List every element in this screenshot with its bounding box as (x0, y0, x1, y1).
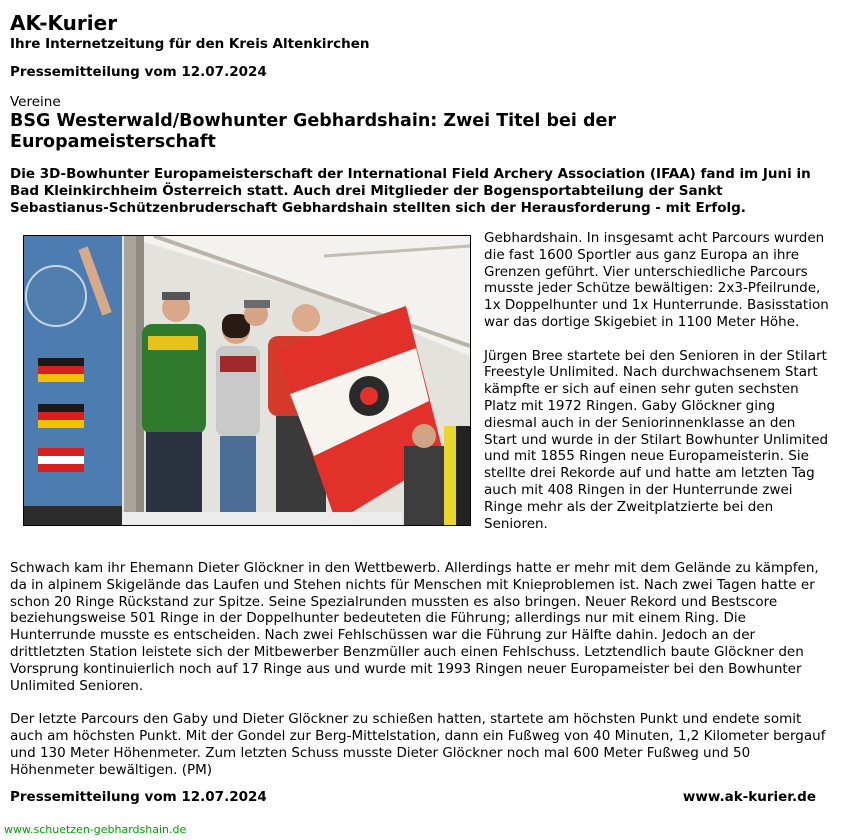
paragraph: Gebhardshain. In insgesamt acht Parcours wurden die fast 1600 Sportler aus ganz Europa an ihre Grenzen geführt. Vier unterschiedliche Parcours musste jeder Schütze bewältigen: 2x3-Pfeilrunde, 1x Doppelhunter und 1x Hunterrunde. Basisstation war das dortige Skigebiet in 1100 Meter Höhe. (484, 230, 829, 330)
paragraph: Der letzte Parcours den Gaby und Dieter Glöckner zu schießen hatten, startete am höchsten Punkt und endete somit auch am höchsten Punkt. Mit der Gondel zur Berg-Mittelstation, dann ein Fußweg von 40 Minuten, 1,2 Kilometer bergauf und 130 Meter Höhenmeter. Zum letzten Schuss musste Dieter Glöckner noch mal 600 Meter Fußweg und 50 Höhenmeter bewältigen. (PM) (10, 711, 826, 778)
article-body (10, 560, 830, 795)
article-photo (23, 235, 471, 526)
article-category: Vereine (10, 94, 61, 110)
article-headline: BSG Westerwald/Bowhunter Gebhardshain: Zwei Titel bei der Europameisterschaft (10, 111, 616, 152)
footer-press-release-date: Pressemitteilung vom 12.07.2024 (10, 789, 267, 805)
archers-with-flag-photo (24, 236, 470, 525)
article-side-text (484, 230, 830, 549)
paragraph: Jürgen Bree startete bei den Senioren in der Stilart Freestyle Unlimited. Nach durchwachsenem Start kämpfte er sich auf einen sehr guten sechsten Platz mit 1972 Ringen. Gaby Glöckner ging diesmal auch in der Seniorinnenklasse an den Start und wurde in der Stilart Bowhunter Unlimited und mit 1855 Ringen neue Europameisterin. Sie stellte drei Rekorde auf und hatte am letzten Tag auch mit 408 Ringen in der Hunterrunde zwei Ringe mehr als der Zweitplatzierte bei den Senioren. (484, 347, 829, 532)
paragraph: Schwach kam ihr Ehemann Dieter Glöckner in den Wettbewerb. Allerdings hatte er mehr mit dem Gelände zu kämpfen, da in alpinem Skigelände das Laufen und Stehen nichts für Menschen mit Knieproblemen ist. Nach zwei Tagen hatte er schon 20 Ringe Rückstand zur Spitze. Seine Spezialrunden mussten es also bringen. Neuer Rekord und Bestscore beziehungsweise 501 Ringe in der Doppelhunter bedeuteten die Führung; allerdings nur mit einem Ring. Die Hunterrunde musste es entscheiden. Nach zwei Fehlschüssen war die Führung zur Hälfte dahin. Jedoch an der drittletzten Station leistete sich der Mitbewerber Benzmüller auch einen Fehlschuss. Letztendlich baute Glöckner den Vorsprung kontinuierlich noch auf 17 Ringe aus und wurde mit 1993 Ringen neuer Europameister bei den Bowhunter Unlimited Senioren. (10, 560, 819, 694)
article-lead: Die 3D-Bowhunter Europameisterschaft der International Field Archery Association (IFAA) fand im Juni in Bad Kleinkirchheim Österreich statt. Auch drei Mitglieder der Bogensportabteilung der Sankt Sebastianus-Schützenbruderschaft Gebhardshain stellten sich der Herausforderung - mit Erfolg. (10, 166, 811, 216)
site-subtitle: Ihre Internetzeitung für den Kreis Altenkirchen (10, 36, 370, 52)
source-url-link[interactable]: www.schuetzen-gebhardshain.de (4, 823, 187, 836)
press-release-date: Pressemitteilung vom 12.07.2024 (10, 64, 267, 80)
footer-site-link[interactable]: www.ak-kurier.de (682, 789, 816, 805)
site-title: AK-Kurier (10, 11, 118, 35)
